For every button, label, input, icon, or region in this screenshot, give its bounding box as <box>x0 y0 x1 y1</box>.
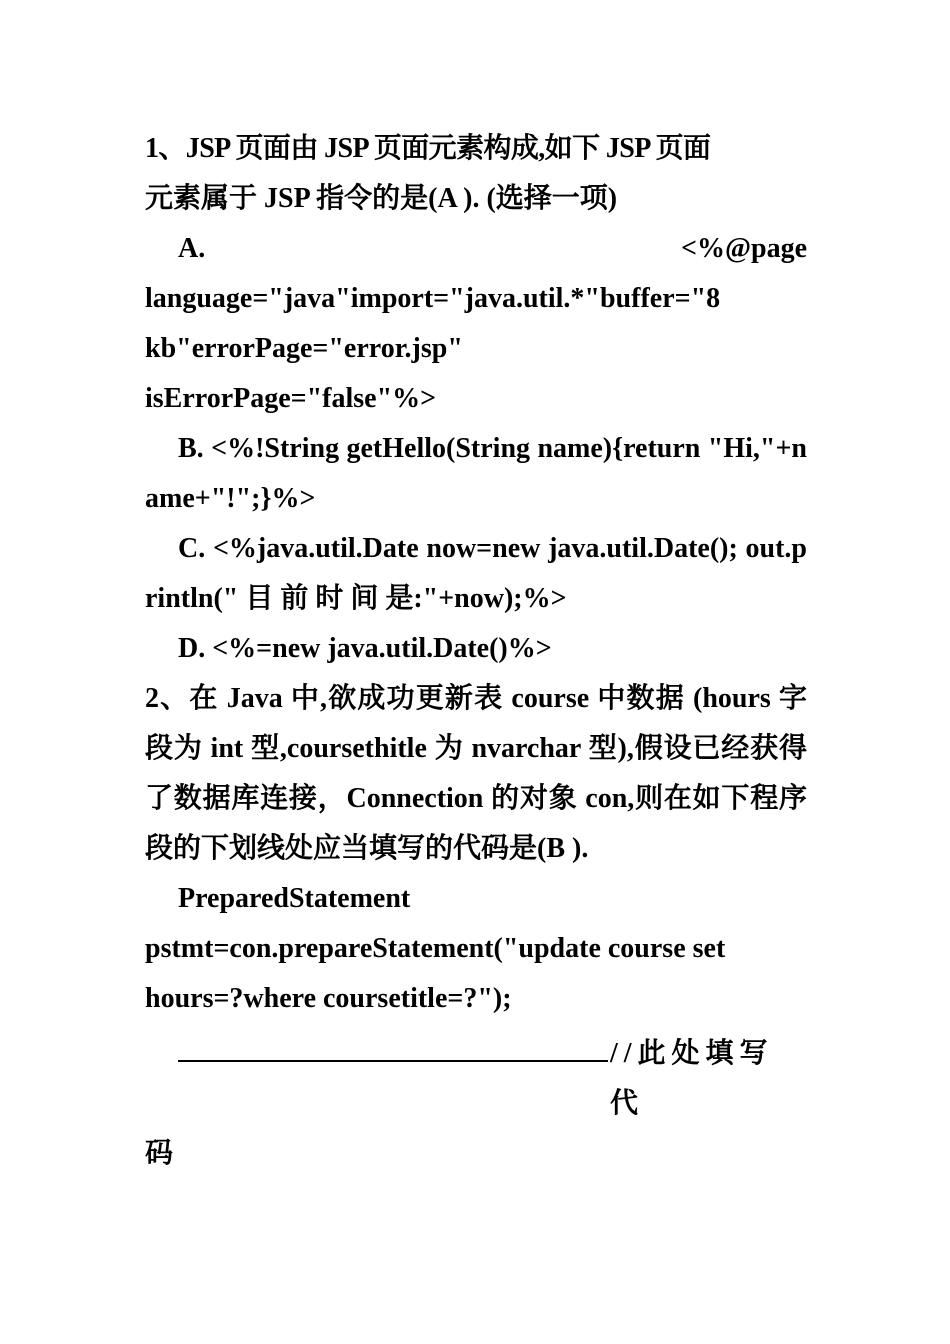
option-a-label: A. <box>178 233 206 264</box>
option-a-line-3: kb"errorPage="error.jsp" <box>145 333 463 364</box>
question-1-line-2: 元素属于 JSP 指令的是(A ). (选择一项) <box>145 183 618 214</box>
question-1-stem <box>145 124 807 224</box>
code-line-3: hours=?where coursetitle=?"); <box>145 983 512 1014</box>
option-b: B. <%!String getHello(String name){return "Hi,"+name+"!";}%> <box>145 433 807 514</box>
fill-in-blank-line <box>145 1024 807 1129</box>
option-a-line-2: language="java"import="java.util.*"buffer="8 <box>145 283 721 314</box>
question-2-stem: 2、在 Java 中,欲成功更新表 course 中数据 (hours 字段为 int 型,coursethitle 为 nvarchar 型),假设已经获得了数据库连接，Connection 的对象 con,则在如下程序段的下划线处应当填写的代码是(B ). <box>145 683 807 864</box>
option-a-first-line <box>145 224 807 274</box>
blank-comment-continuation: 码 <box>145 1138 174 1169</box>
option-a-line-4: isErrorPage="false"%> <box>145 383 437 414</box>
blank-comment: //此处填写代 <box>610 1038 774 1119</box>
option-a-directive-start: <%@page <box>681 233 807 264</box>
document-content <box>145 124 807 1179</box>
option-d: D. <%=new java.util.Date()%> <box>178 633 552 664</box>
option-c: C. <%java.util.Date now=new java.util.Date(); out.println(" 目 前 时 间 是:"+now);%> <box>145 533 807 614</box>
code-line-1: PreparedStatement <box>178 883 411 914</box>
question-1-line-1: 1、JSP 页面由 JSP 页面元素构成,如下 JSP 页面 <box>145 133 711 164</box>
code-line-2: pstmt=con.prepareStatement("update course set <box>145 933 726 964</box>
answer-blank-underline <box>178 1024 608 1062</box>
